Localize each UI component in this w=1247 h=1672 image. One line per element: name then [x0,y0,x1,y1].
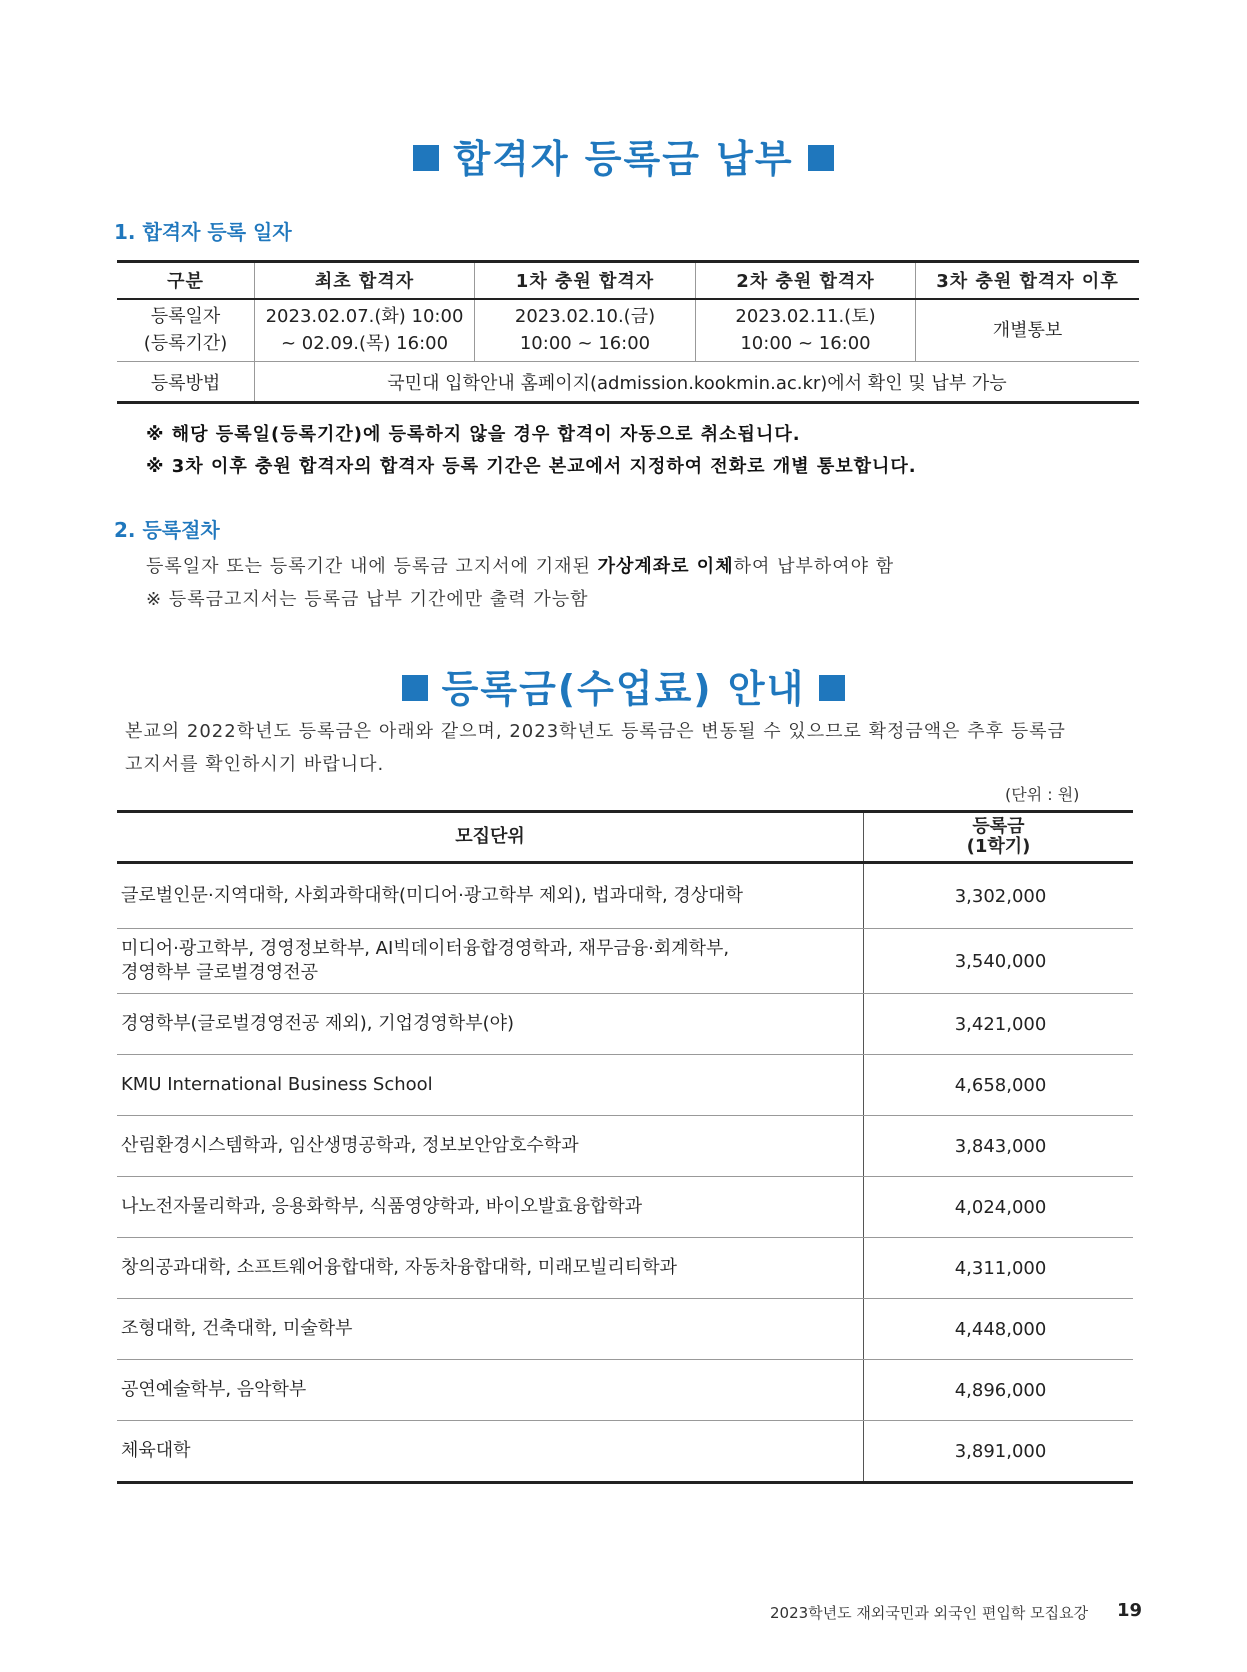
fee-unit-cell: 체육대학 [117,1421,864,1483]
fee-unit-cell: 나노전자물리학과, 응용화학부, 식품영양학과, 바이오발효융합학과 [117,1177,864,1238]
fee-unit-cell: 글로벌인문·지역대학, 사회과학대학(미디어·광고학부 제외), 법과대학, 경상대학 [117,863,864,929]
fee-unit-cell: 경영학부(글로벌경영전공 제외), 기업경영학부(야) [117,994,864,1055]
tuition-fee-table [117,810,1133,1484]
table-cell: 국민대 입학안내 홈페이지(admission.kookmin.ac.kr)에서 확인 및 납부 가능 [255,362,1140,403]
fee-unit-cell: 공연예술학부, 음악학부 [117,1360,864,1421]
fee-unit-cell: 미디어·광고학부, 경영정보학부, AI빅데이터융합경영학과, 재무금융·회계학부, 경영학부 글로벌경영전공 [117,929,864,994]
table-header-cell: 최초 합격자 [255,262,475,299]
section-title-payment: 합격자 등록금 납부 [0,128,1247,183]
subheading-registration-dates: 1. 합격자 등록 일자 [114,220,292,244]
table-cell: 2023.02.07.(화) 10:00 ~ 02.09.(목) 16:00 [255,299,475,362]
fee-unit-cell: 조형대학, 건축대학, 미술학부 [117,1299,864,1360]
table-cell: 등록방법 [117,362,255,403]
fee-amount-cell: 4,024,000 [864,1177,1134,1238]
fee-amount-cell: 4,448,000 [864,1299,1134,1360]
table-row [117,1421,1133,1483]
table-row [117,1055,1133,1116]
fee-amount-cell: 3,540,000 [864,929,1134,994]
subheading-registration-procedure: 2. 등록절차 [114,518,220,542]
fee-amount-cell: 4,658,000 [864,1055,1134,1116]
fee-amount-cell: 3,302,000 [864,863,1134,929]
table-row [117,994,1133,1055]
table-header-cell: 등록금 (1학기) [864,812,1134,863]
table-row [117,1116,1133,1177]
table-row [117,929,1133,994]
table-header-cell: 모집단위 [117,812,864,863]
footer-text: 2023학년도 재외국민과 외국인 편입학 모집요강 [770,1604,1089,1622]
page-number: 19 [1117,1600,1143,1621]
note-auto-cancel: ※ 해당 등록일(등록기간)에 등록하지 않을 경우 합격이 자동으로 취소됩니다. [146,424,801,445]
table-row [117,863,1133,929]
square-bullet-icon [413,145,439,171]
section-title-tuition: 등록금(수업료) 안내 [0,658,1247,713]
fee-unit-cell: KMU International Business School [117,1055,864,1116]
square-bullet-icon [819,675,845,701]
table-cell: 등록일자 (등록기간) [117,299,255,362]
table-header-cell: 2차 충원 합격자 [696,262,916,299]
note-individual-notice: ※ 3차 이후 충원 합격자의 합격자 등록 기간은 본교에서 지정하여 전화로 개별 통보합니다. [146,456,917,477]
procedure-text: 등록일자 또는 등록기간 내에 등록금 고지서에 기재된 가상계좌로 이체하여 납부하여야 함 [146,556,895,577]
fee-unit-cell: 산림환경시스템학과, 임산생명공학과, 정보보안암호수학과 [117,1116,864,1177]
table-cell: 2023.02.10.(금) 10:00 ~ 16:00 [475,299,696,362]
table-row [117,299,1139,362]
fee-amount-cell: 3,421,000 [864,994,1134,1055]
procedure-note: ※ 등록금고지서는 등록금 납부 기간에만 출력 가능함 [146,589,589,610]
fee-amount-cell: 4,896,000 [864,1360,1134,1421]
fee-amount-cell: 3,891,000 [864,1421,1134,1483]
table-row [117,362,1139,403]
tuition-intro-line1: 본교의 2022학년도 등록금은 아래와 같으며, 2023학년도 등록금은 변동될 수 있으므로 확정금액은 추후 등록금 [125,721,1066,742]
registration-schedule-table [117,260,1139,404]
table-row [117,1177,1133,1238]
tuition-intro-line2: 고지서를 확인하시기 바랍니다. [125,754,385,775]
table-cell: 2023.02.11.(토) 10:00 ~ 16:00 [696,299,916,362]
unit-note: (단위 : 원) [1005,785,1080,804]
table-header-row [117,812,1133,863]
table-header-cell: 구분 [117,262,255,299]
table-cell: 개별통보 [916,299,1140,362]
table-row [117,1299,1133,1360]
tuition-fee-rows [117,863,1133,1483]
fee-unit-cell: 창의공과대학, 소프트웨어융합대학, 자동차융합대학, 미래모빌리티학과 [117,1238,864,1299]
fee-amount-cell: 3,843,000 [864,1116,1134,1177]
fee-amount-cell: 4,311,000 [864,1238,1134,1299]
table-header-cell: 1차 충원 합격자 [475,262,696,299]
square-bullet-icon [808,145,834,171]
table-row [117,1238,1133,1299]
table-header-cell: 3차 충원 합격자 이후 [916,262,1140,299]
square-bullet-icon [402,675,428,701]
table-row [117,1360,1133,1421]
table-header-row [117,262,1139,299]
